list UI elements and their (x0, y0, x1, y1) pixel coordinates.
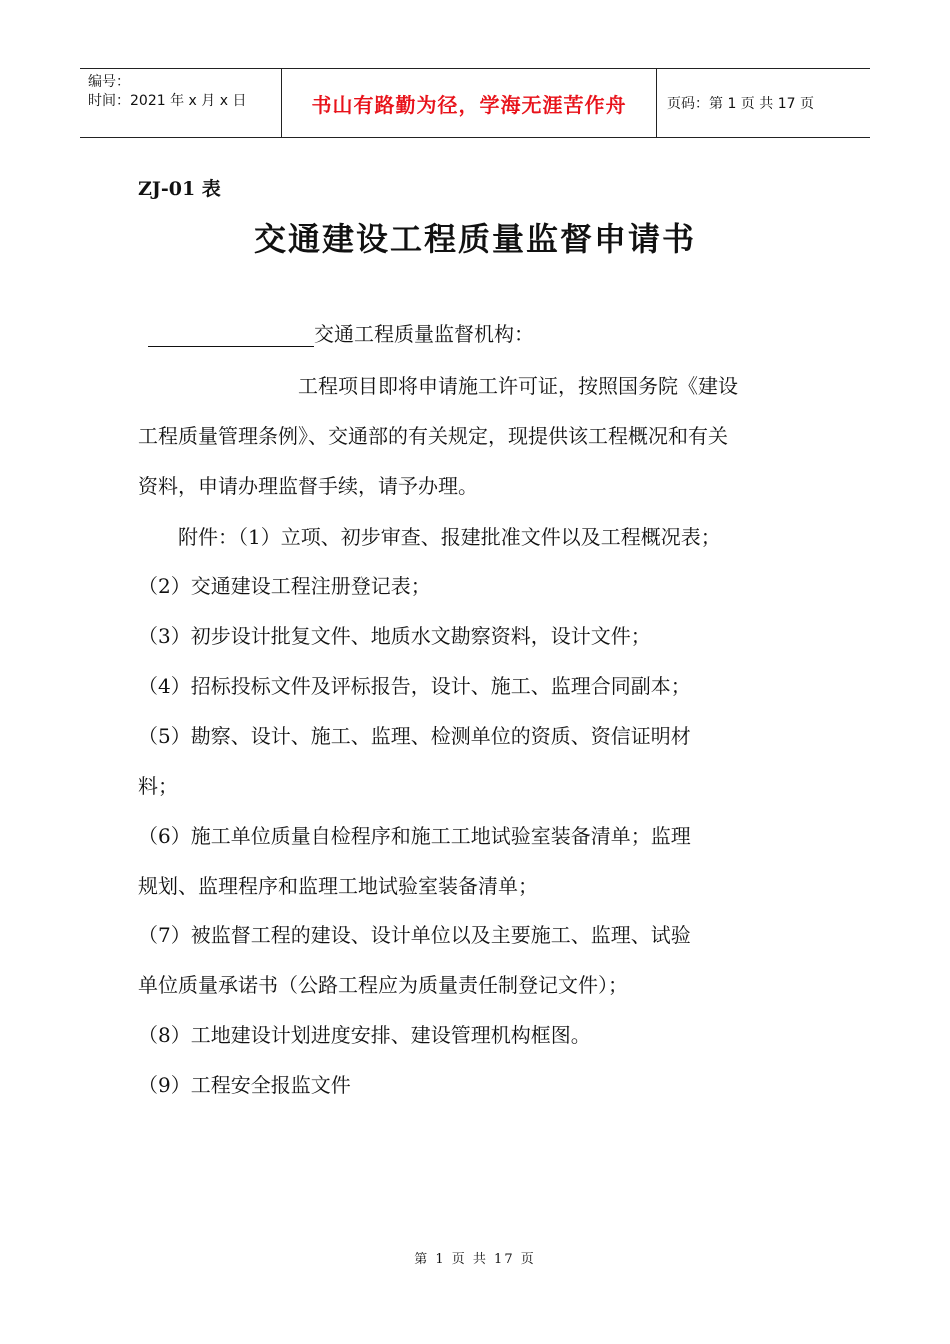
attachment-line: （9）工程安全报监文件 (138, 1073, 351, 1097)
time-label: 时间：2021 年 x 月 x 日 (88, 93, 247, 109)
attachment-line: （3）初步设计批复文件、地质水文勘察资料，设计文件； (138, 624, 651, 648)
attachment-line: （4）招标投标文件及评标报告，设计、施工、监理合同副本； (138, 674, 691, 698)
number-label: 编号： (88, 74, 130, 90)
attachment-line: （2）交通建设工程注册登记表； (138, 574, 431, 598)
body-line: 资料，申请办理监督手续，请予办理。 (138, 474, 478, 498)
form-code: ZJ-01 表 (138, 178, 221, 200)
header-page-info: 页码：第 1 页 共 17 页 (667, 96, 814, 112)
attachment-line: 单位质量承诺书（公路工程应为质量责任制登记文件）； (138, 973, 628, 997)
header-meta (80, 69, 282, 137)
body-line: 工程质量管理条例》、交通部的有关规定，现提供该工程概况和有关 (138, 424, 728, 448)
attachment-line: 料； (138, 774, 178, 798)
attachment-line: （7）被监督工程的建设、设计单位以及主要施工、监理、试验 (138, 923, 691, 947)
attachment-line: （5）勘察、设计、施工、监理、检测单位的资质、资信证明材 (138, 724, 691, 748)
attachment-line: （6）施工单位质量自检程序和施工工地试验室装备清单；监理 (138, 824, 691, 848)
addressee-text: 交通工程质量监督机构： (314, 322, 534, 346)
addressee-blank (148, 322, 314, 347)
body-line: 工程项目即将申请施工许可证，按照国务院《建设 (138, 374, 738, 398)
header-motto: 书山有路勤为径，学海无涯苦作舟 (282, 69, 657, 137)
attachment-line: 规划、监理程序和监理工地试验室装备清单； (138, 874, 538, 898)
addressee-line (148, 318, 534, 347)
page-header (80, 68, 870, 138)
document-title: 交通建设工程质量监督申请书 (253, 220, 696, 258)
attachment-line: 附件：（1）立项、初步审查、报建批准文件以及工程概况表； (138, 525, 721, 549)
page-footer: 第 1 页 共 17 页 (414, 1252, 536, 1267)
attachment-line: （8）工地建设计划进度安排、建设管理机构框图。 (138, 1023, 591, 1047)
